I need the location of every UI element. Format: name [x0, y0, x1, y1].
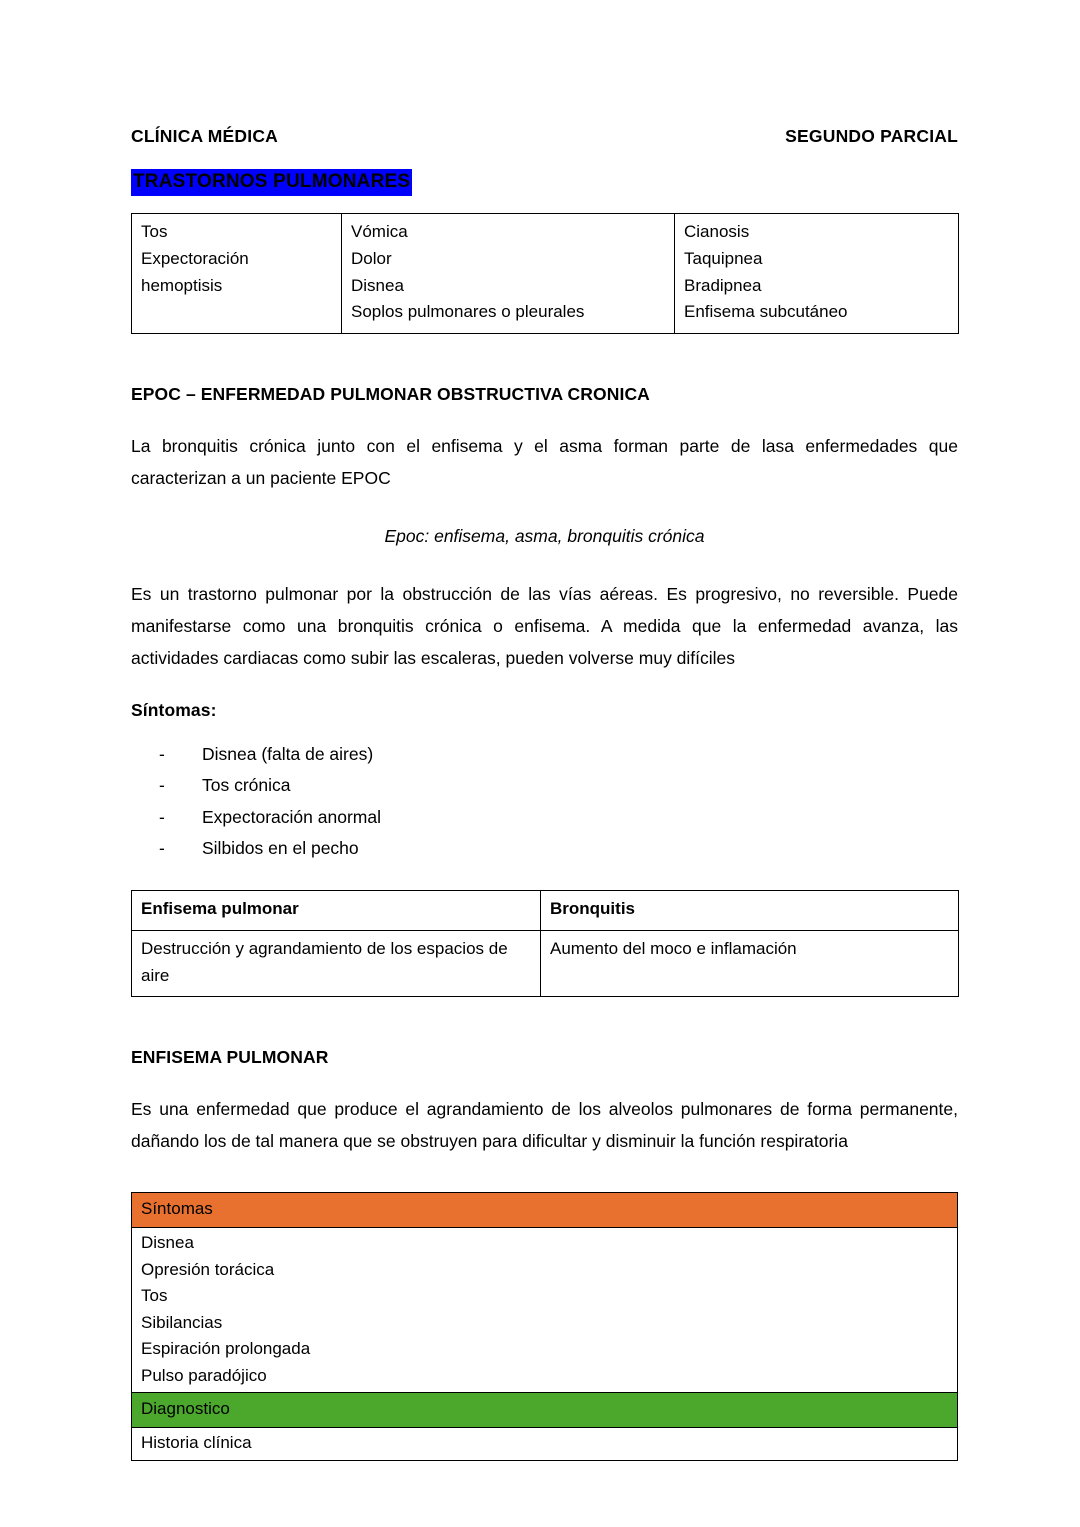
list-item: Vómica — [351, 221, 408, 241]
band-header-sintomas: Síntomas — [132, 1193, 958, 1228]
list-item: Historia clínica — [141, 1432, 252, 1452]
list-item: Soplos pulmonares o pleurales — [351, 302, 585, 322]
page-title: TRASTORNOS PULMONARES — [131, 169, 412, 196]
spacer — [131, 721, 958, 739]
cell-bronquitis-description: Aumento del moco e inflamación — [541, 930, 959, 997]
table-row — [132, 213, 959, 333]
signs-column-3 — [675, 213, 959, 333]
list-item: Opresión torácica — [141, 1259, 275, 1279]
list-item — [159, 770, 958, 801]
spacer — [131, 334, 958, 384]
list-item-label: Silbidos en el pecho — [202, 837, 359, 858]
spacer — [131, 553, 958, 579]
list-item: hemoptisis — [141, 275, 223, 295]
column-header-bronquitis: Bronquitis — [541, 890, 959, 930]
list-item: Tos — [141, 221, 168, 241]
cell-diagnosis-list — [132, 1427, 958, 1460]
table-header-row — [132, 890, 959, 930]
list-item — [159, 833, 958, 864]
table-row — [132, 1228, 958, 1393]
document-header — [131, 126, 958, 147]
epoc-italic-note: Epoc: enfisema, asma, bronquitis crónica — [384, 525, 705, 546]
spacer — [131, 1068, 958, 1094]
list-item: Disnea — [351, 275, 404, 295]
highlighted-title-wrapper — [131, 169, 958, 196]
list-item: Dolor — [351, 248, 392, 268]
list-item: Sibilancias — [141, 1312, 223, 1332]
spacer — [131, 674, 958, 700]
section-heading-epoc: EPOC – ENFERMEDAD PULMONAR OBSTRUCTIVA CRONICA — [131, 384, 650, 405]
signs-column-2 — [342, 213, 675, 333]
cell-enfisema-description: Destrucción y agrandamiento de los espacios de aire — [132, 930, 541, 997]
band-header-diagnostico: Diagnostico — [132, 1393, 958, 1428]
list-item-label: Tos crónica — [202, 775, 291, 796]
dash-bullet: - — [159, 744, 165, 765]
symptoms-diagnosis-table — [131, 1192, 958, 1460]
list-item: Taquipnea — [684, 248, 763, 268]
dash-bullet: - — [159, 837, 165, 858]
list-item: Tos — [141, 1286, 168, 1306]
header-exam-term: SEGUNDO PARCIAL — [785, 126, 958, 146]
list-item: Espiración prolongada — [141, 1339, 311, 1359]
header-subject: CLÍNICA MÉDICA — [131, 126, 279, 146]
list-item: Disnea — [141, 1233, 194, 1253]
list-item: Expectoración — [141, 248, 249, 268]
enfisema-paragraph: Es una enfermedad que produce el agrandamiento de los alveolos pulmonares de forma permanente, dañando los de tal manera que se obstruyen para dificultar y disminuir la función respiratoria — [131, 1099, 958, 1152]
spacer — [131, 405, 958, 431]
epoc-symptoms-list — [131, 739, 958, 864]
list-item-label: Disnea (falta de aires) — [202, 744, 374, 765]
list-item — [159, 739, 958, 770]
spacer — [131, 997, 958, 1047]
list-item: Cianosis — [684, 221, 750, 241]
spacer — [131, 495, 958, 521]
table-row — [132, 1193, 958, 1228]
signs-symptoms-table — [131, 213, 959, 334]
epoc-paragraph-1: La bronquitis crónica junto con el enfisema y el asma forman parte de lasa enfermedades que caracterizan a un paciente EPOC — [131, 436, 958, 489]
table-row — [132, 930, 959, 997]
table-row — [132, 1393, 958, 1428]
emphysema-bronchitis-table — [131, 890, 959, 998]
column-header-enfisema: Enfisema pulmonar — [132, 890, 541, 930]
epoc-paragraph-2: Es un trastorno pulmonar por la obstrucción de las vías aéreas. Es progresivo, no reversible. Puede manifestarse como una bronquitis crónica o enfisema. A medida que la enfermedad avanza, las actividades cardiacas como subir las escaleras, pueden volverse muy difíciles — [131, 583, 958, 668]
spacer — [131, 864, 958, 890]
document-content — [131, 126, 958, 1461]
list-item-label: Expectoración anormal — [202, 806, 381, 827]
section-heading-enfisema: ENFISEMA PULMONAR — [131, 1047, 329, 1068]
dash-bullet: - — [159, 775, 165, 796]
epoc-symptoms-label: Síntomas: — [131, 700, 217, 721]
cell-symptoms-list — [132, 1228, 958, 1393]
list-item — [159, 802, 958, 833]
list-item: Pulso paradójico — [141, 1365, 267, 1385]
spacer — [131, 1158, 958, 1192]
list-item: Enfisema subcutáneo — [684, 302, 848, 322]
list-item: Bradipnea — [684, 275, 762, 295]
dash-bullet: - — [159, 806, 165, 827]
signs-column-1 — [132, 213, 342, 333]
table-row — [132, 1427, 958, 1460]
